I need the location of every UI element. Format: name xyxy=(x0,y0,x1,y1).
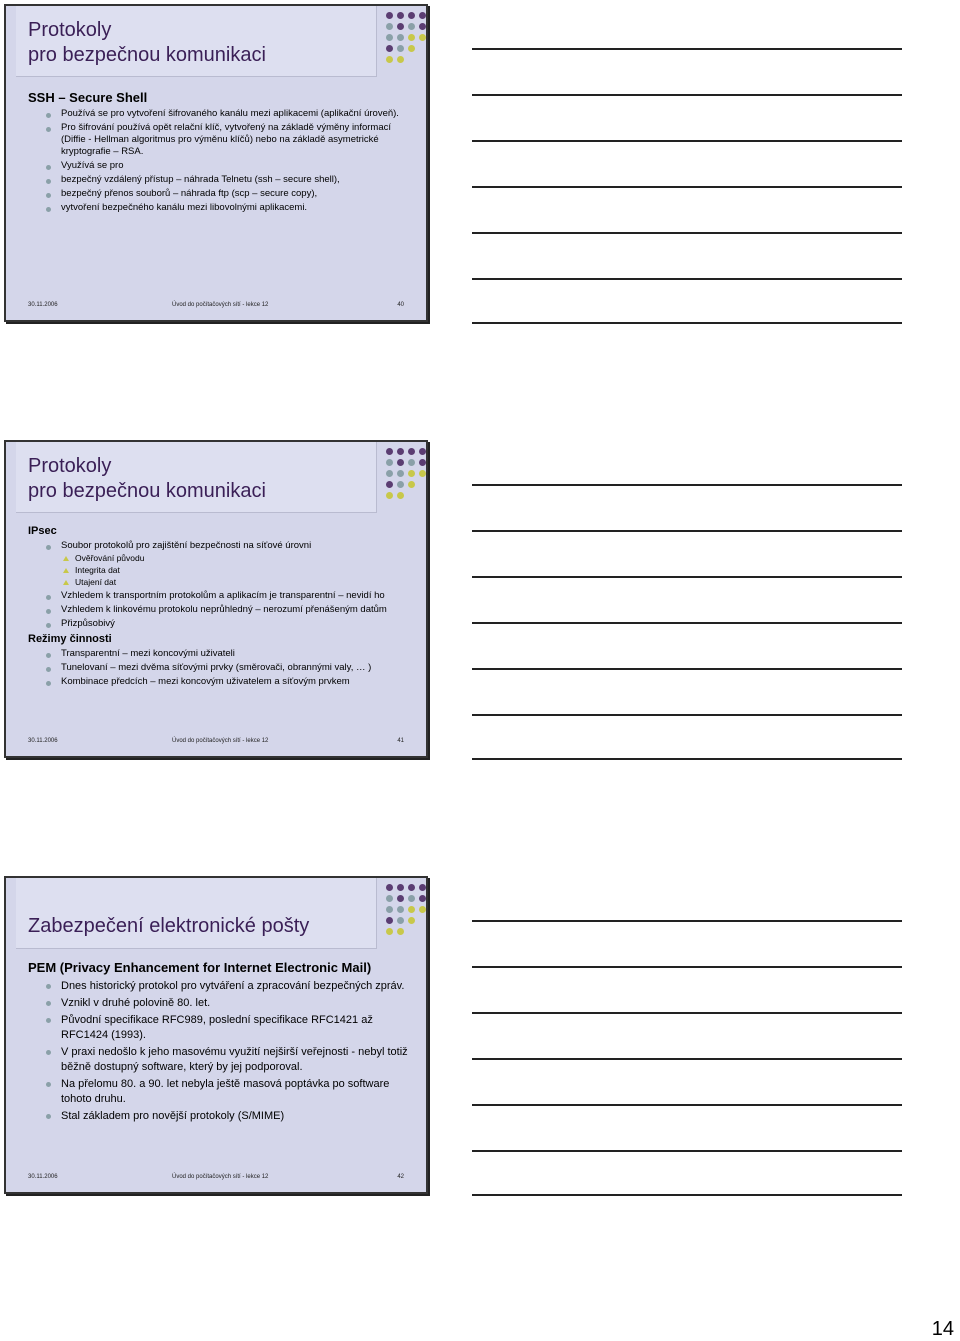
slide-heading: IPsec xyxy=(28,525,57,537)
list-item: vytvoření bezpečného kanálu mezi libovolnými aplikacemi. xyxy=(28,202,418,214)
list-item: V praxi nedošlo k jeho masovému využití nejširší veřejnosti - nebyl totiž běžně dostupný software, který by jej podporoval. xyxy=(28,1045,418,1075)
note-line xyxy=(472,1194,902,1196)
decorative-dot xyxy=(397,34,404,41)
decorative-dot xyxy=(386,448,393,455)
note-line xyxy=(472,322,902,324)
note-line xyxy=(472,94,902,96)
decorative-dot xyxy=(386,492,393,499)
slide-content xyxy=(28,90,418,216)
page-number: 14 xyxy=(931,1318,954,1340)
decorative-dot xyxy=(408,45,415,52)
note-line xyxy=(472,668,902,670)
decorative-dot xyxy=(419,459,426,466)
decorative-dot xyxy=(397,45,404,52)
note-line xyxy=(472,186,902,188)
decorative-dot xyxy=(397,481,404,488)
sub-list-item: Utajení dat xyxy=(28,576,418,588)
note-line xyxy=(472,140,902,142)
decorative-dot xyxy=(397,470,404,477)
note-line xyxy=(472,1012,902,1014)
sub-list-item: Integrita dat xyxy=(28,564,418,576)
decorative-dot xyxy=(408,917,415,924)
slide-heading: PEM (Privacy Enhancement for Internet Electronic Mail) xyxy=(28,960,372,975)
note-line xyxy=(472,530,902,532)
decorative-dot xyxy=(419,481,426,488)
decorative-dot xyxy=(386,917,393,924)
list-item: Transparentní – mezi koncovými uživateli xyxy=(28,648,418,660)
slide-heading: SSH – Secure Shell xyxy=(28,90,148,105)
decorative-dot xyxy=(386,906,393,913)
footer-date: 30.11.2006 xyxy=(28,302,58,308)
note-line xyxy=(472,1150,902,1152)
decorative-dot xyxy=(408,928,415,935)
slide-42 xyxy=(4,876,428,1194)
bullet-list xyxy=(28,540,418,630)
decorative-dot xyxy=(386,56,393,63)
decorative-dot xyxy=(408,906,415,913)
note-line xyxy=(472,576,902,578)
list-item: Vzhledem k linkovému protokolu neprůhledný – nerozumí přenášeným datům xyxy=(28,604,418,616)
decorative-dot xyxy=(386,12,393,19)
decorative-dots xyxy=(386,12,426,63)
decorative-dot xyxy=(408,470,415,477)
note-line xyxy=(472,48,902,50)
footer-slide-number: 42 xyxy=(397,1174,404,1180)
decorative-dot xyxy=(386,45,393,52)
slide-41 xyxy=(4,440,428,758)
decorative-dot xyxy=(419,448,426,455)
footer-date: 30.11.2006 xyxy=(28,738,58,744)
sub-list-item: Ověřování původu xyxy=(28,552,418,564)
list-item: Kombinace předcích – mezi koncovým uživatelem a síťovým prvkem xyxy=(28,676,418,688)
decorative-dot xyxy=(419,928,426,935)
decorative-dot xyxy=(386,928,393,935)
list-item: Soubor protokolů pro zajištění bezpečnosti na síťové úrovni xyxy=(28,540,418,552)
decorative-dot xyxy=(408,884,415,891)
decorative-dot xyxy=(419,884,426,891)
note-line xyxy=(472,622,902,624)
footer-course: Úvod do počítačových sítí - lekce 12 xyxy=(172,1174,269,1180)
note-line xyxy=(472,278,902,280)
list-item: Vzhledem k transportním protokolům a aplikacím je transparentní – nevidí ho xyxy=(28,590,418,602)
list-item: Tunelovaní – mezi dvěma síťovými prvky (směrovači, obrannými valy, … ) xyxy=(28,662,418,674)
decorative-dot xyxy=(386,895,393,902)
decorative-dot xyxy=(419,12,426,19)
note-line xyxy=(472,758,902,760)
decorative-dot xyxy=(419,45,426,52)
note-line xyxy=(472,714,902,716)
decorative-dot xyxy=(386,470,393,477)
bullet-list xyxy=(28,108,418,214)
decorative-dots xyxy=(386,448,426,499)
list-item: Dnes historický protokol pro vytváření a zpracování bezpečných zpráv. xyxy=(28,979,418,994)
decorative-dot xyxy=(408,895,415,902)
bullet-list xyxy=(28,979,418,1124)
slide-title: Zabezpečení elektronické pošty xyxy=(28,915,310,937)
decorative-dot xyxy=(408,448,415,455)
decorative-dot xyxy=(397,906,404,913)
note-line xyxy=(472,966,902,968)
decorative-dot xyxy=(397,23,404,30)
decorative-dot xyxy=(419,895,426,902)
decorative-dot xyxy=(386,884,393,891)
decorative-dot xyxy=(419,492,426,499)
decorative-dot xyxy=(397,895,404,902)
slide-subheading: Režimy činnosti xyxy=(28,633,112,645)
note-line xyxy=(472,920,902,922)
decorative-dot xyxy=(386,34,393,41)
list-item: Využívá se pro xyxy=(28,160,418,172)
slide-content xyxy=(28,960,418,1126)
note-line xyxy=(472,232,902,234)
decorative-dot xyxy=(386,459,393,466)
slide-content xyxy=(28,524,418,690)
footer-slide-number: 41 xyxy=(397,738,404,744)
decorative-dot xyxy=(408,23,415,30)
decorative-dot xyxy=(408,481,415,488)
decorative-dot xyxy=(419,917,426,924)
decorative-dot xyxy=(408,492,415,499)
footer-slide-number: 40 xyxy=(397,302,404,308)
decorative-dot xyxy=(397,492,404,499)
decorative-dot xyxy=(397,56,404,63)
footer-course: Úvod do počítačových sítí - lekce 12 xyxy=(172,738,269,744)
list-item: bezpečný přenos souborů – náhrada ftp (scp – secure copy), xyxy=(28,188,418,200)
decorative-dot xyxy=(408,459,415,466)
decorative-dots xyxy=(386,884,426,935)
decorative-dot xyxy=(397,448,404,455)
decorative-dot xyxy=(419,23,426,30)
decorative-dot xyxy=(386,481,393,488)
decorative-dot xyxy=(408,34,415,41)
footer-date: 30.11.2006 xyxy=(28,1174,58,1180)
slide-title: Protokoly pro bezpečnou komunikaci xyxy=(28,455,266,502)
decorative-dot xyxy=(408,56,415,63)
note-line xyxy=(472,484,902,486)
note-line xyxy=(472,1058,902,1060)
list-item: Stal základem pro novější protokoly (S/MIME) xyxy=(28,1109,418,1124)
list-item: bezpečný vzdálený přístup – náhrada Telnetu (ssh – secure shell), xyxy=(28,174,418,186)
decorative-dot xyxy=(419,34,426,41)
bullet-list xyxy=(28,648,418,688)
decorative-dot xyxy=(397,928,404,935)
decorative-dot xyxy=(397,917,404,924)
slide-title: Protokoly pro bezpečnou komunikaci xyxy=(28,19,266,66)
footer-course: Úvod do počítačových sítí - lekce 12 xyxy=(172,302,269,308)
decorative-dot xyxy=(419,470,426,477)
decorative-dot xyxy=(408,12,415,19)
slide-40 xyxy=(4,4,428,322)
list-item: Na přelomu 80. a 90. let nebyla ještě masová poptávka po software tohoto druhu. xyxy=(28,1077,418,1107)
list-item: Původní specifikace RFC989, poslední specifikace RFC1421 až RFC1424 (1993). xyxy=(28,1013,418,1043)
decorative-dot xyxy=(419,906,426,913)
list-item: Přizpůsobivý xyxy=(28,618,418,630)
list-item: Používá se pro vytvoření šifrovaného kanálu mezi aplikacemi (aplikační úroveň). xyxy=(28,108,418,120)
decorative-dot xyxy=(419,56,426,63)
decorative-dot xyxy=(397,459,404,466)
note-line xyxy=(472,1104,902,1106)
list-item: Vznikl v druhé polovině 80. let. xyxy=(28,996,418,1011)
list-item: Pro šifrování používá opět relační klíč, vytvořený na základě výměny informací (Diffie - Hellman algoritmus pro výměnu klíčů) nebo na základě asymetrické kryptografie – RSA. xyxy=(28,122,418,158)
decorative-dot xyxy=(386,23,393,30)
decorative-dot xyxy=(397,12,404,19)
decorative-dot xyxy=(397,884,404,891)
